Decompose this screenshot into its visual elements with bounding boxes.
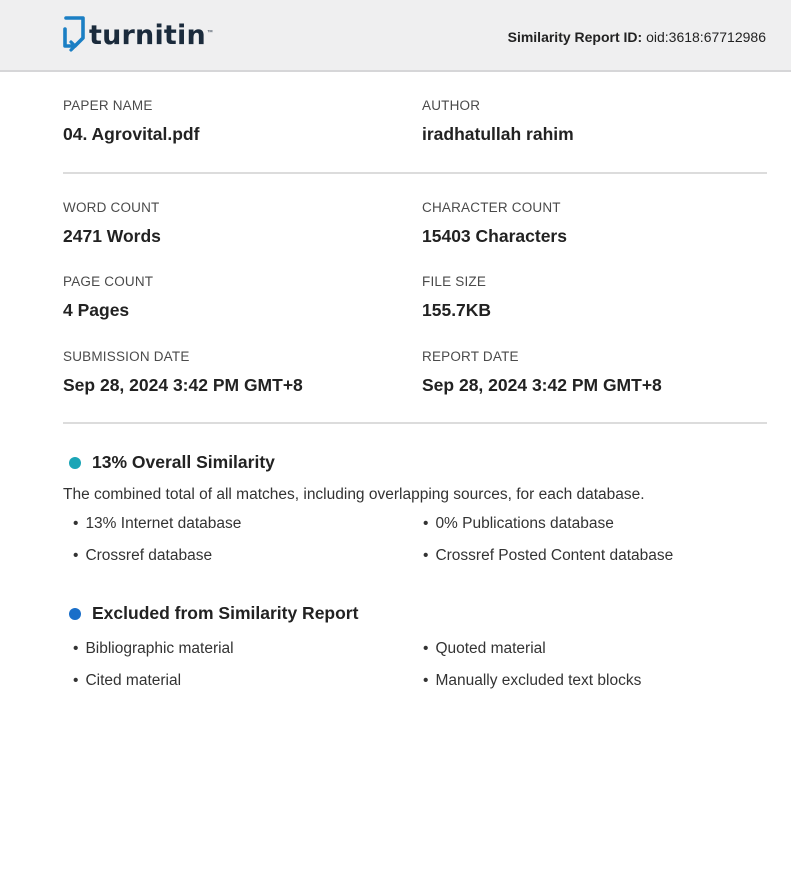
- similarity-description: The combined total of all matches, including overlapping sources, for each database.: [63, 486, 645, 503]
- similarity-dot-icon: [69, 457, 81, 469]
- divider: [63, 172, 767, 174]
- character-count-value: 15403 Characters: [422, 226, 567, 246]
- list-item: • Manually excluded text blocks: [423, 672, 641, 690]
- similarity-report-id: [508, 29, 766, 45]
- author-value: iradhatullah rahim: [422, 124, 574, 144]
- character-count-label: CHARACTER COUNT: [422, 200, 561, 215]
- turnitin-logo: [62, 16, 213, 54]
- overall-similarity-title: 13% Overall Similarity: [92, 452, 275, 472]
- report-date-field: [422, 349, 662, 396]
- character-count-field: [422, 200, 567, 247]
- file-size-value: 155.7KB: [422, 300, 492, 320]
- excluded-dot-icon: [69, 608, 81, 620]
- page-count-value: 4 Pages: [63, 300, 130, 320]
- report-date-value: Sep 28, 2024 3:42 PM GMT+8: [422, 375, 662, 395]
- list-item: • 13% Internet database: [73, 515, 241, 533]
- logo-trademark: ™: [206, 30, 213, 36]
- paper-name-label: PAPER NAME: [63, 98, 153, 113]
- file-size-field: [422, 274, 491, 321]
- list-item: • Crossref database: [73, 547, 212, 565]
- submission-date-value: Sep 28, 2024 3:42 PM GMT+8: [63, 375, 303, 395]
- logo-wordmark: turnitin: [89, 19, 206, 51]
- author-field: [422, 98, 574, 145]
- paper-name-value: 04. Agrovital.pdf: [63, 124, 200, 144]
- submission-date-label: SUBMISSION DATE: [63, 349, 190, 364]
- list-item: • Quoted material: [423, 640, 546, 658]
- list-item: • 0% Publications database: [423, 515, 614, 533]
- page-count-label: PAGE COUNT: [63, 274, 154, 289]
- word-count-field: [63, 200, 161, 247]
- list-item: • Bibliographic material: [73, 640, 234, 658]
- word-count-label: WORD COUNT: [63, 200, 160, 215]
- file-size-label: FILE SIZE: [422, 274, 487, 289]
- report-id-label: Similarity Report ID:: [507, 29, 643, 45]
- report-header: [0, 0, 791, 72]
- excluded-heading: [69, 603, 358, 624]
- list-item: • Crossref Posted Content database: [423, 547, 673, 565]
- paper-name-field: [63, 98, 199, 145]
- overall-similarity-heading: [69, 452, 275, 473]
- divider: [63, 422, 767, 424]
- excluded-title: Excluded from Similarity Report: [92, 603, 359, 623]
- page-count-field: [63, 274, 153, 321]
- word-count-value: 2471 Words: [63, 226, 161, 246]
- submission-date-field: [63, 349, 303, 396]
- list-item: • Cited material: [73, 672, 181, 690]
- turnitin-logo-icon: [62, 16, 86, 54]
- report-id-value: oid:3618:67712986: [646, 29, 766, 45]
- author-label: AUTHOR: [422, 98, 481, 113]
- report-date-label: REPORT DATE: [422, 349, 519, 364]
